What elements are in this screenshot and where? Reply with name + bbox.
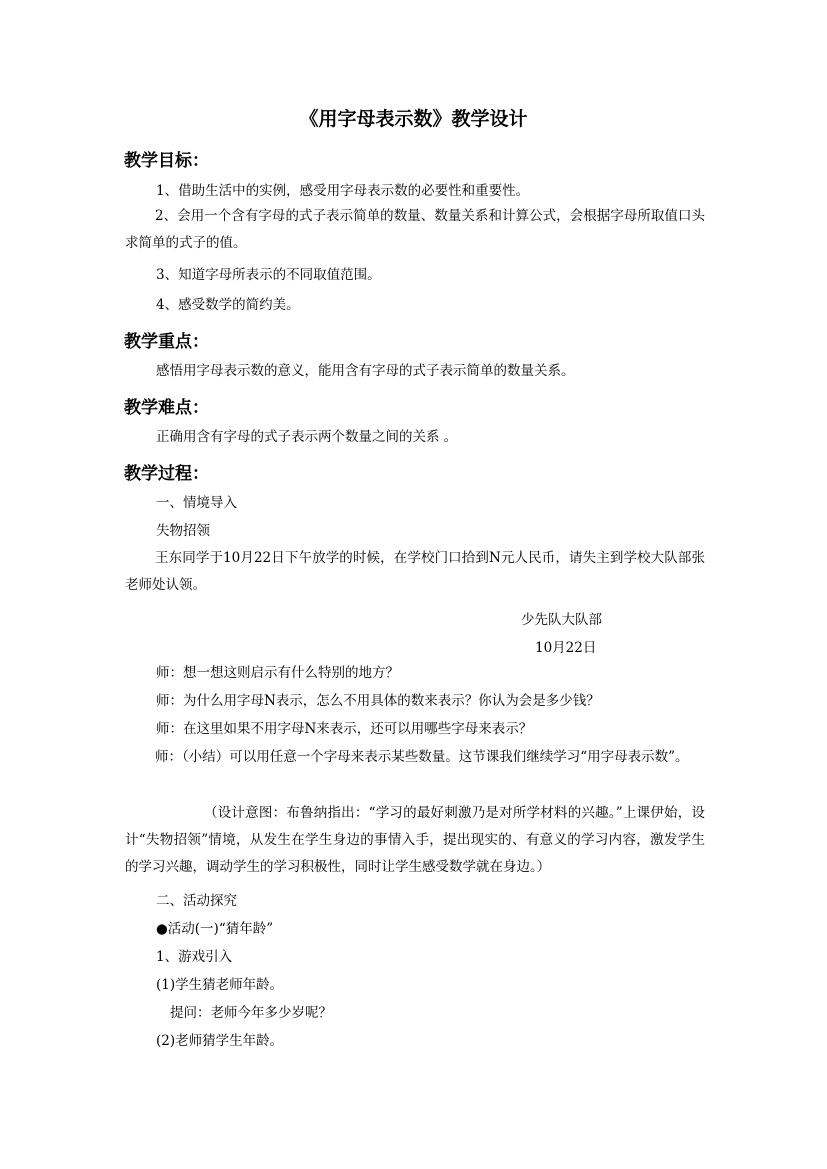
objective-item: 2、会用一个含有字母的式子表示简单的数量、数量关系和计算公式，会根据字母所取值口头求简单的式子的值。 — [125, 208, 705, 251]
teacher-line: 师：想一想这则启示有什么特别的地方？ — [156, 665, 399, 681]
difficulties-text: 正确用含有字母的式子表示两个数量之间的关系 。 — [156, 429, 458, 445]
sub-item: (1)学生猜老师年龄。 — [156, 977, 284, 993]
document-title: 《用字母表示数》教学设计 — [299, 108, 528, 130]
sub-item: (2)老师猜学生年龄。 — [156, 1033, 284, 1049]
notice-body: 王东同学于10月22日下午放学的时候，在学校门口拾到N元人民币，请失主到学校大队部张老师处认领。 — [125, 550, 705, 593]
objective-item: 3、知道字母所表示的不同取值范围。 — [156, 267, 381, 283]
key-points-heading: 教学重点： — [124, 332, 209, 352]
teacher-line: 师：为什么用字母N表示，怎么不用具体的数来表示？你认为会是多少钱？ — [156, 693, 600, 709]
objectives-heading: 教学目标： — [124, 151, 209, 171]
objective-item: 4、感受数学的简约美。 — [156, 297, 300, 313]
objective-item: 1、借助生活中的实例，感受用字母表示数的必要性和重要性。 — [156, 183, 530, 199]
section-heading: 二、活动探究 — [156, 893, 237, 909]
teacher-line: 师：在这里如果不用字母N来表示，还可以用哪些字母来表示？ — [156, 721, 533, 737]
notice-title: 失物招领 — [156, 523, 210, 539]
teacher-line: 师：（小结）可以用任意一个字母来表示某些数量。这节课我们继续学习“用字母表示数”。 — [155, 749, 689, 765]
notice-date: 10月22日 — [535, 640, 597, 656]
design-intent: （设计意图：布鲁纳指出：“学习的最好刺激乃是对所学材料的兴趣。”上课伊始，设计“失物招领”情境，从发生在学生身边的事情入手，提出现实的、有意义的学习内容，激发学生的学习兴趣，调动学生的学习积极性，同时让学生感受数学就在身边。） — [125, 805, 705, 875]
notice-signer: 少先队大队部 — [521, 612, 602, 628]
key-points-text: 感悟用字母表示数的意义，能用含有字母的式子表示简单的数量关系。 — [156, 363, 575, 379]
process-heading: 教学过程： — [124, 464, 209, 484]
difficulties-heading: 教学难点： — [124, 398, 209, 418]
question-text: 提问：老师今年多少岁呢？ — [170, 1005, 332, 1021]
section-heading: 一、情境导入 — [156, 495, 237, 511]
step-heading: 1、游戏引入 — [156, 949, 233, 965]
activity-heading: ●活动(一)“猜年龄” — [156, 921, 274, 937]
